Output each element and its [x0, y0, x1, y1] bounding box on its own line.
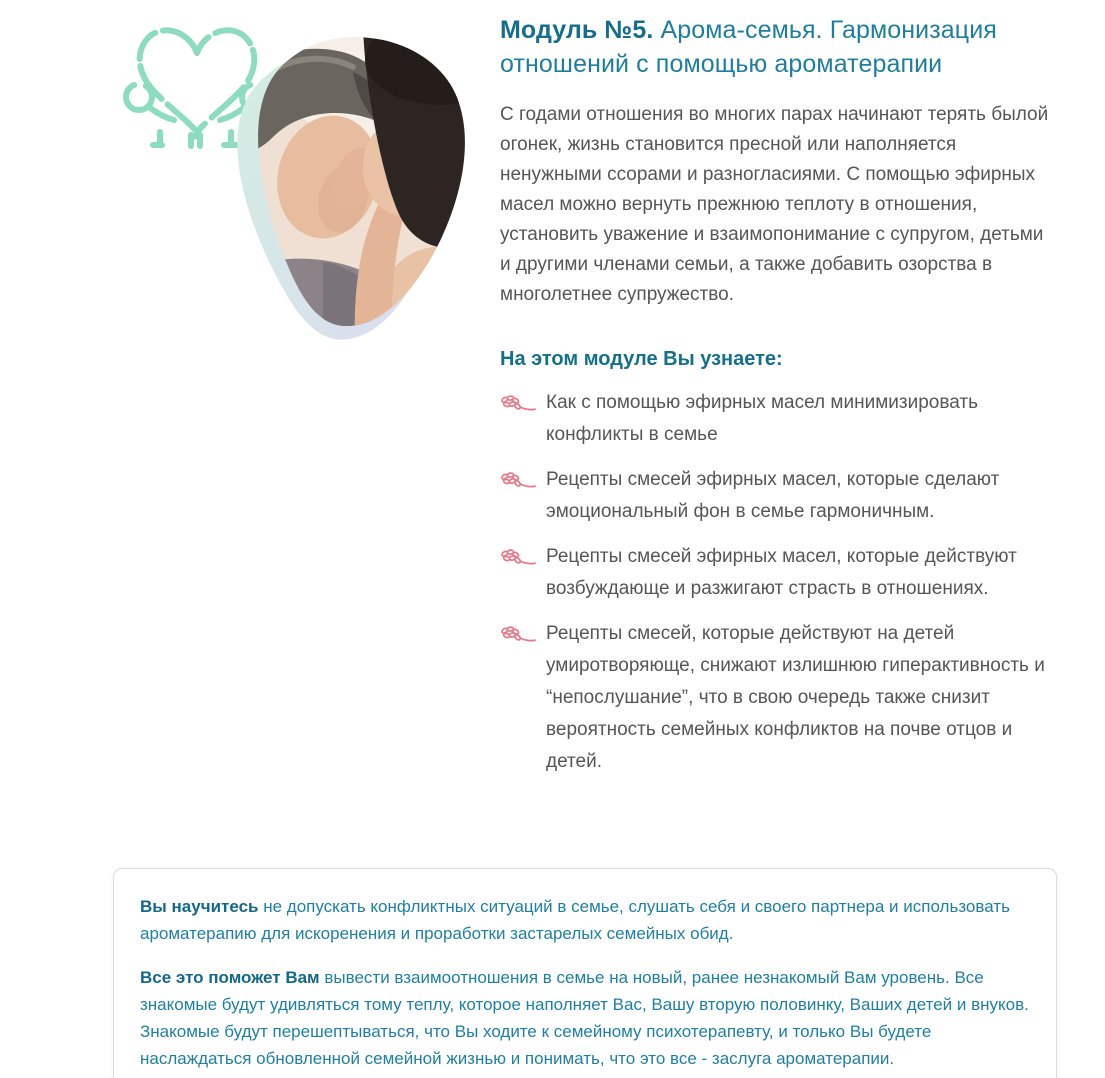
list-item-text: Рецепты смесей эфирных масел, которые действуют возбуждающе и разжигают страсть в отношениях. — [546, 546, 1017, 599]
module-illustration — [115, 5, 495, 360]
summary-text-1: не допускать конфликтных ситуаций в семье, слушать себя и своего партнера и использовать ароматерапию для искоренения и проработки застарелых семейных обид. — [140, 897, 1010, 943]
list-item-text: Рецепты смесей эфирных масел, которые сделают эмоциональный фон в семье гармоничным. — [546, 469, 1000, 522]
list-item — [500, 541, 1058, 605]
list-item-text: Как с помощью эфирных масел минимизировать конфликты в семье — [546, 392, 978, 445]
summary-paragraph-2 — [140, 964, 1030, 1072]
learn-list-heading: На этом модуле Вы узнаете: — [500, 348, 783, 370]
flower-sprig-icon — [500, 547, 538, 569]
summary-lead-1: Вы научитесь — [140, 897, 259, 916]
learn-list — [500, 387, 1058, 778]
summary-lead-2: Все это поможет Вам — [140, 968, 320, 987]
summary-card — [113, 868, 1057, 1078]
list-item — [500, 618, 1058, 778]
couple-photo-blob — [203, 27, 475, 349]
list-item-text: Рецепты смесей, которые действуют на детей умиротворяюще, снижают излишнюю гиперактивность и “непослушание”, что в свою очередь также снизит вероятность семейных конфликтов на почве отцов и детей. — [546, 623, 1045, 772]
summary-paragraph-1 — [140, 893, 1030, 947]
summary-text-2: вывести взаимоотношения в семье на новый, ранее незнакомый Вам уровень. Все знакомые будут удивляться тому теплу, которое наполняет Вас, Вашу вторую половинку, Ваших детей и внуков. Знакомые будут перешептываться, что Вы ходите к семейному психотерапевту, и только Вы будете наслаждаться обновленной семейной жизнью и понимать, что это все - заслуга ароматерапии. — [140, 968, 1029, 1068]
flower-sprig-icon — [500, 470, 538, 492]
list-item — [500, 464, 1058, 528]
intro-paragraph: С годами отношения во многих парах начинают терять былой огонек, жизнь становится пресной или наполняется ненужными ссорами и разногласиями. С помощью эфирных масел можно вернуть прежнюю теплоту в отношения, установить уважение и взаимопонимание с супругом, детьми и другими членами семьи, а также добавить озорства в многолетнее супружество. — [500, 104, 1049, 305]
flower-sprig-icon — [500, 624, 538, 646]
page-title — [500, 13, 1058, 81]
module-content — [500, 13, 1058, 791]
module-subtitle: Арома-семья. Гармонизация отношений с помощью ароматерапии — [500, 16, 997, 78]
list-item — [500, 387, 1058, 451]
flower-sprig-icon — [500, 393, 538, 415]
module-number: Модуль №5. — [500, 16, 654, 44]
